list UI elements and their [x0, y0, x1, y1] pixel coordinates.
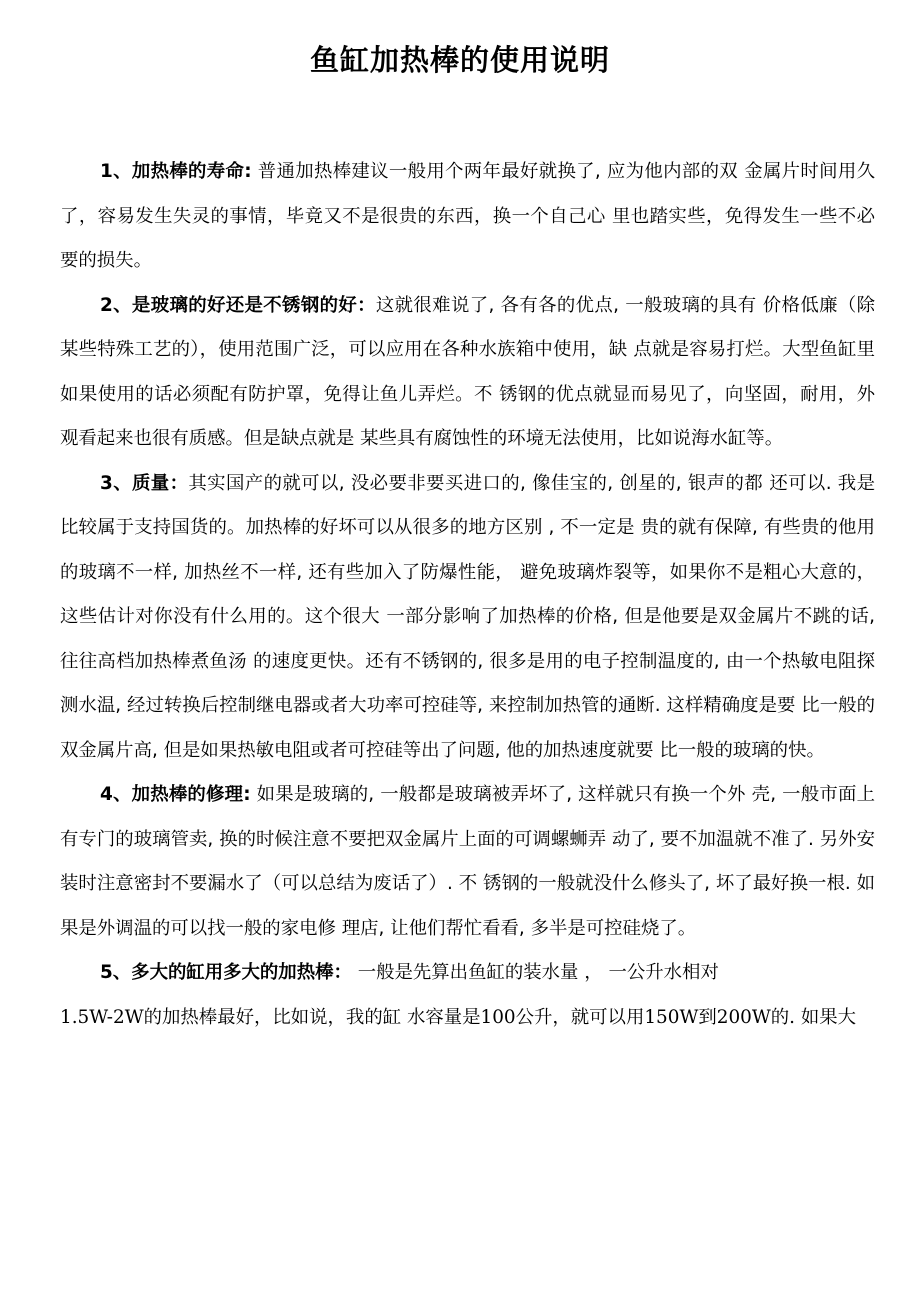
- section-text-continued: 1.5W-2W的加热棒最好，比如说，我的缸 水容量是100公升，就可以用150W到200W的. 如果大: [60, 1006, 856, 1028]
- document-body: [60, 150, 875, 1040]
- section-repair: [60, 773, 875, 951]
- section-text: 如果是玻璃的, 一般都是玻璃被弄坏了, 这样就只有换一个外 壳, 一般市面上有专门的玻璃管卖, 换的时候注意不要把双金属片上面的可调螺蛳弄 动了, 要不加温就不准了. 另外安装时注意密封不要漏水了（可以总结为废话了）. 不 锈钢的一般就没什么修头了, 坏了最好换一根. 如果是外调温的可以找一般的家电修 理店, 让他们帮忙看看, 多半是可控硅烧了。: [60, 784, 875, 939]
- section-text: 一般是先算出鱼缸的装水量 ， 一公升水相对: [351, 962, 719, 983]
- section-lifespan: [60, 150, 875, 284]
- section-text: 普通加热棒建议一般用个两年最好就换了, 应为他内部的双 金属片时间用久了，容易发生失灵的事情，毕竟又不是很贵的东西，换一个自己心 里也踏实些，免得发生一些不必要的损失。: [60, 161, 875, 271]
- section-heading: 5、多大的缸用多大的加热棒：: [100, 962, 352, 983]
- section-material: [60, 284, 875, 462]
- section-heading: 4、加热棒的修理:: [100, 784, 251, 805]
- section-quality: [60, 462, 875, 774]
- section-sizing: [60, 951, 875, 1040]
- document-title: 鱼缸加热棒的使用说明: [309, 43, 610, 77]
- section-heading: 1、加热棒的寿命:: [100, 161, 252, 182]
- section-text: 这就很难说了, 各有各的优点, 一般玻璃的具有 价格低廉（除某些特殊工艺的），使用范围广泛，可以应用在各种水族箱中使用，缺 点就是容易打烂。大型鱼缸里如果使用的话必须配有防护罩，免得让鱼儿弄烂。不 锈钢的优点就显而易见了，向坚固，耐用，外观看起来也很有质感。但是缺点就是 某些具有腐蚀性的环境无法使用，比如说海水缸等。: [60, 294, 876, 449]
- section-text: 其实国产的就可以, 没必要非要买进口的, 像佳宝的, 创星的, 银声的都 还可以. 我是比较属于支持国货的。加热棒的好坏可以从很多的地方区别 , 不一定是 贵的就有保障, 有些贵的他用的玻璃不一样, 加热丝不一样, 还有些加入了防爆性能， 避免玻璃炸裂等，如果你不是粗心大意的，这些估计对你没有什么用的。这个很大 一部分影响了加热棒的价格, 但是他要是双金属片不跳的话, 往往高档加热棒煮鱼汤 的速度更快。还有不锈钢的, 很多是用的电子控制温度的, 由一个热敏电阻探测水温, 经过转换后控制继电器或者大功率可控硅等, 来控制加热管的通断. 这样精确度是要 比一般的双金属片高, 但是如果热敏电阻或者可控硅等出了问题, 他的加热速度就要 比一般的玻璃的快。: [60, 472, 875, 761]
- section-heading: 3、质量：: [100, 472, 189, 494]
- section-heading: 2、是玻璃的好还是不锈钢的好：: [100, 294, 376, 316]
